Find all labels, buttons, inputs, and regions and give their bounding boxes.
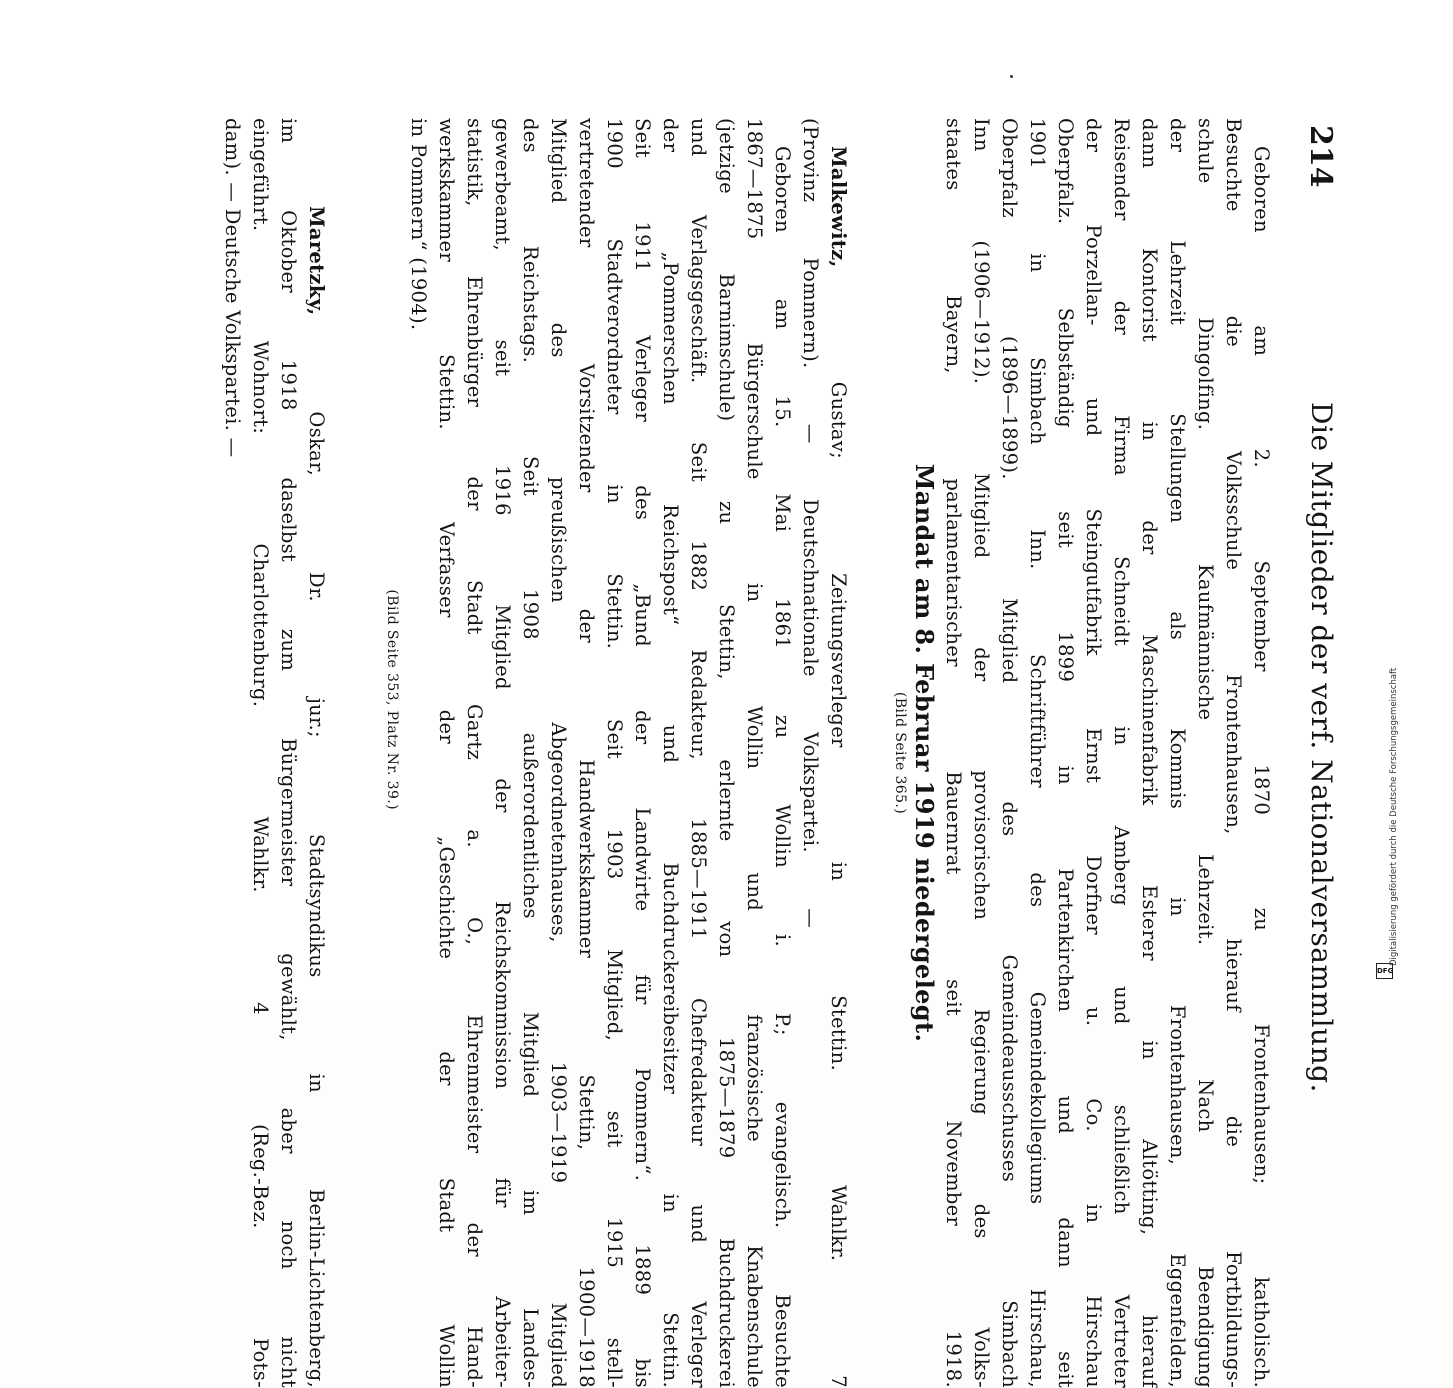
text-line: Oberpfalz (1896—1899). Mitglied des Gemeindeausschusses Simbach bbox=[998, 118, 1021, 1388]
entry-name: Maretzky, bbox=[305, 206, 328, 316]
text-line: werkskammer Stettin. Verfasser der „Geschichte der Stadt Wollin bbox=[435, 118, 458, 1388]
text-line: 1900 Stadtverordneter in Stettin. Seit 1903 Mitglied, seit 1915 stell- bbox=[603, 118, 626, 1388]
text-line: 1867—1875 Bürgerschule in Wollin und französische Knabenschule bbox=[743, 118, 766, 1388]
text-line: 1901 in Simbach Inn. Schriftführer des Gemeindekollegiums Hirschau, bbox=[1026, 118, 1049, 1388]
entry-first-line bbox=[307, 118, 327, 1388]
entry-first-line bbox=[829, 118, 849, 1388]
photo-reference: (Bild Seite 353, Platz Nr. 39.) bbox=[384, 589, 400, 810]
entry-intro: Gustav; Zeitungsverleger in Stettin. Wahlkr. 7 bbox=[827, 381, 850, 1388]
text-line: Inn (1906—1912). Mitglied der provisorischen Regierung des Volks- bbox=[970, 118, 993, 1388]
page-number: 214 bbox=[1303, 125, 1338, 188]
entry-name: Malkewitz, bbox=[827, 146, 850, 268]
text-line: Reisender der Firma Schneidt in Amberg und schließlich Vertreter bbox=[1110, 118, 1133, 1388]
digitization-credit: Digitalisierung gefördert durch die Deutsche Forschungsgemeinschaft bbox=[1389, 667, 1399, 966]
text-line: der „Pommerschen Reichspost“ und Buchdruckereibesitzer in Stettin. bbox=[659, 118, 682, 1388]
text-line: schule Dingolfing. Kaufmännische Lehrzeit. Nach Beendigung bbox=[1194, 118, 1217, 1388]
text-line: dann Kontorist in der Maschinenfabrik Esterer in Altötting, hierauf bbox=[1138, 118, 1161, 1388]
text-line: der Porzellan- und Steingutfabrik Ernst Dorfner u. Co. in Hirschau bbox=[1082, 118, 1105, 1388]
running-head: Die Mitglieder der verf. Nationalversammlung. bbox=[1305, 402, 1338, 1093]
text-line: vertretender Vorsitzender der Handwerkskammer Stettin, 1900—1918 bbox=[575, 118, 598, 1388]
text-line: (jetzige Barnimschule) zu Stettin, erlernte von 1875—1879 Buchdruckerei bbox=[715, 118, 738, 1388]
text-line: in Pommern“ (1904). bbox=[407, 118, 430, 331]
text-line: Geboren am 15. Mai 1861 zu Wollin i. P.; evangelisch. Besuchte bbox=[771, 146, 794, 1388]
text-line: gewerbeamt, seit 1916 Mitglied der Reichskommission für Arbeiter- bbox=[491, 118, 514, 1388]
text-line: Seit 1911 Verleger des „Bund der Landwirte für Pommern“. 1889 bis bbox=[631, 118, 654, 1388]
text-line: staates Bayern, parlamentarischer Bauernrat seit November 1918. bbox=[942, 118, 965, 1388]
text-line: Oberpfalz. Selbständig seit 1899 in Partenkirchen und dann seit bbox=[1054, 118, 1077, 1388]
text-line: Geboren am 2. September 1870 zu Frontenhausen; katholisch. bbox=[1250, 146, 1273, 1388]
text-line: und Verlagsgeschäft. Seit 1882 Redakteur, 1885—1911 Chefredakteur und Verleger bbox=[687, 118, 710, 1388]
dfg-logo: DFG bbox=[1376, 963, 1393, 979]
text-line: der Lehrzeit Stellungen als Kommis in Frontenhausen, Eggenfelden, bbox=[1166, 118, 1189, 1388]
entry-intro: Oskar, Dr. jur.; Stadtsyndikus in Berlin-Lichtenberg, bbox=[305, 411, 328, 1388]
scan-speck bbox=[1010, 75, 1013, 78]
mandat-note: Mandat am 8. Februar 1919 niedergelegt. bbox=[910, 463, 939, 1043]
text-line: des Reichstags. Seit 1908 außerordentliches Mitglied im Landes- bbox=[519, 118, 542, 1388]
text-column bbox=[0, 118, 1453, 1388]
text-line: statistik, Ehrenbürger der Stadt Gartz a. O., Ehrenmeister der Hand- bbox=[463, 118, 486, 1388]
text-line: eingeführt. Wohnort: Charlottenburg. Wahlkr. 4 (Reg.-Bez. Pots- bbox=[249, 118, 272, 1388]
photo-reference: (Bild Seite 365.) bbox=[892, 691, 908, 815]
text-line: im Oktober 1918 daselbst zum Bürgermeister gewählt, aber noch nicht bbox=[277, 118, 300, 1388]
text-line: (Provinz Pommern). — Deutschnationale Volkspartei. — bbox=[799, 118, 822, 928]
text-line: dam). — Deutsche Volkspartei. — bbox=[221, 118, 244, 458]
text-line: Besuchte die Volksschule Frontenhausen, hierauf die Fortbildungs- bbox=[1222, 118, 1245, 1388]
text-line: Mitglied des preußischen Abgeordnetenhauses, 1903—1919 Mitglied bbox=[547, 118, 570, 1388]
